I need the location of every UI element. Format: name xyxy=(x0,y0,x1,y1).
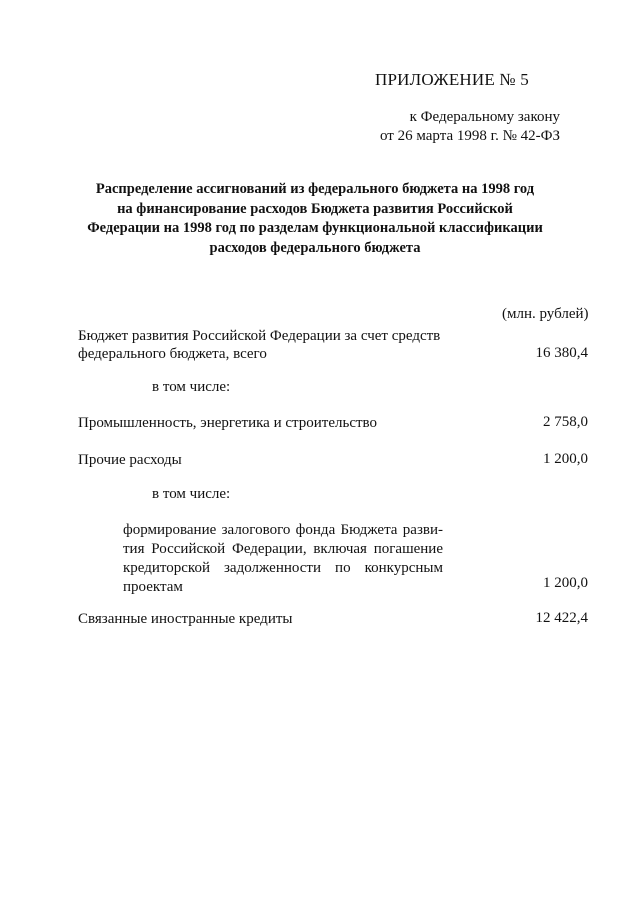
pledge-fund-label-line-3: кредиторской задолженности по конкурсным xyxy=(123,560,443,576)
law-reference-line-1: к Федеральному закону xyxy=(409,109,560,125)
foreign-credits-label: Связанные иностранные кредиты xyxy=(78,611,293,627)
pledge-fund-label xyxy=(123,521,443,597)
other-expenses-label: Прочие расходы xyxy=(78,452,182,468)
document-title xyxy=(60,180,570,258)
pledge-fund-value: 1 200,0 xyxy=(543,575,588,591)
pledge-fund-label-line-4: проектам xyxy=(123,579,183,595)
pledge-fund-label-line-1: формирование залогового фонда Бюджета разви- xyxy=(123,522,443,538)
appendix-title: ПРИЛОЖЕНИЕ № 5 xyxy=(375,70,529,89)
document-title-line-1: Распределение ассигнований из федерального бюджета на 1998 год xyxy=(95,181,535,197)
industry-value: 2 758,0 xyxy=(543,414,588,430)
industry-label: Промышленность, энергетика и строительство xyxy=(78,415,378,431)
total-budget-label xyxy=(78,327,440,363)
units-label: (млн. рублей) xyxy=(502,306,589,322)
including-label-1: в том числе: xyxy=(152,379,231,395)
other-expenses-value: 1 200,0 xyxy=(543,451,588,467)
total-budget-label-line-1: Бюджет развития Российской Федерации за счет средств xyxy=(78,328,441,344)
pledge-fund-label-line-2: тия Российской Федерации, включая погашение xyxy=(123,541,443,557)
including-label-2: в том числе: xyxy=(152,486,231,502)
law-reference-line-2: от 26 марта 1998 г. № 42-ФЗ xyxy=(380,128,560,144)
law-reference xyxy=(330,108,560,146)
document-title-line-2: на финансирование расходов Бюджета развития Российской xyxy=(117,200,513,217)
foreign-credits-value: 12 422,4 xyxy=(535,610,588,626)
total-budget-value: 16 380,4 xyxy=(535,345,588,361)
document-title-line-4: расходов федерального бюджета xyxy=(209,239,421,256)
total-budget-label-line-2: федерального бюджета, всего xyxy=(78,346,267,362)
document-title-line-3: Федерации на 1998 год по разделам функциональной классификации xyxy=(87,220,543,236)
